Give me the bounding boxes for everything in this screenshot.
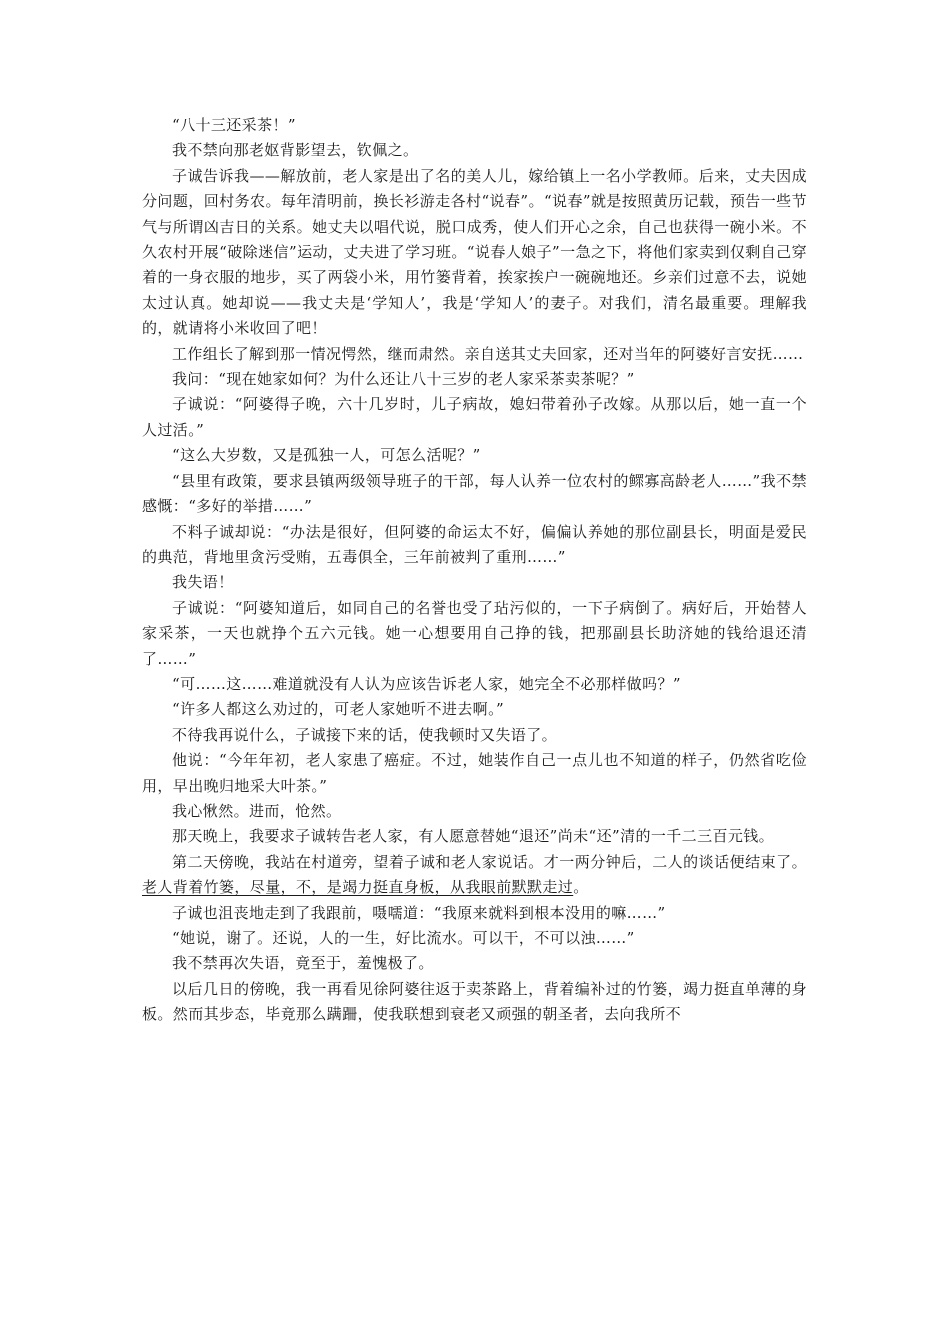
paragraph: 那天晚上，我要求子诚转告老人家，有人愿意替她“退还”尚未“还”清的一千二三百元钱。 [172,827,775,846]
underlined-paragraph [142,850,807,901]
paragraph: “许多人都这么劝过的，可老人家她听不进去啊。” [172,700,505,719]
paragraph: 不料子诚却说：“办法是很好，但阿婆的命运太不好，偏偏认养她的那位副县长，明面是爱民的典范，背地里贪污受贿，五毒俱全，三年前被判了重刑……” [142,522,807,566]
paragraph: “可……这……难道就没有人认为应该告诉老人家，她完全不必那样做吗？” [172,674,681,693]
paragraph: 我不禁向那老妪背影望去，钦佩之。 [172,141,419,160]
paragraph: 子诚也沮丧地走到了我跟前，嗫嚅道：“我原来就料到根本没用的嘛……” [172,903,666,922]
paragraph: 他说：“今年年初，老人家患了癌症。不过，她装作自己一点儿也不知道的样子，仍然省吃俭用，早出晚归地采大叶茶。” [142,751,807,795]
paragraph: 我失语！ [172,573,234,592]
paragraph: 不待我再说什么，子诚接下来的话，使我顿时又失语了。 [172,725,558,744]
paragraph-text: 。 [573,878,589,897]
paragraph: 子诚说：“阿婆得子晚，六十几岁时，儿子病故，媳妇带着孙子改嫁。从那以后，她一直一个人过活。” [142,395,807,439]
paragraph: 我问：“现在她家如何？为什么还让八十三岁的老人家采茶卖茶呢？” [172,370,635,389]
paragraph: “她说，谢了。还说，人的一生，好比流水。可以干，不可以浊……” [172,929,635,947]
paragraph: 我不禁再次失语，竟至于，羞愧极了。 [172,954,434,973]
paragraph: 子诚告诉我——解放前，老人家是出了名的美人儿，嫁给镇上一名小学教师。后来，丈夫因成分问题，回村务农。每年清明前，换长衫游走各村“说春”。“说春”就是按照黄历记载，预告一些节气与所谓凶吉日的关系。她丈夫以唱代说，脱口成秀，使人们开心之余，自己也获得一碗小米。不久农村开展“破除迷信”运动，丈夫进了学习班。“说春人娘子”一急之下，将他们家卖到仅剩自己穿着的一身衣服的地步，买了两袋小米，用竹篓背着，挨家挨户一碗碗地还。乡亲们过意不去，说她太过认真。她却说——我丈夫是‘学知人’，我是‘学知人’的妻子。对我们，清名最重要。理解我的，就请将小米收回了吧！ [142,166,807,338]
paragraph-text: 第二天傍晚，我站在村道旁，望着子诚和老人家说话。才一两分钟后，二人的谈话便结束了。 [172,852,807,871]
article-body [142,113,807,1028]
paragraph: “八十三还采茶！” [172,116,296,134]
paragraph: 以后几日的傍晚，我一再看见徐阿婆往返于卖茶路上，背着编补过的竹篓，竭力挺直单薄的身板。然而其步态，毕竟那么蹒跚，使我联想到衰老又顽强的朝圣者，去向我所不 [142,979,807,1024]
paragraph: “县里有政策，要求县镇两级领导班子的干部，每人认养一位农村的鳏寡高龄老人……”我不禁感慨：“多好的举措……” [142,471,807,516]
paragraph: “这么大岁数，又是孤独一人，可怎么活呢？” [172,446,481,465]
paragraph: 工作组长了解到那一情况愕然，继而肃然。亲自送其丈夫回家，还对当年的阿婆好言安抚…… [172,344,804,363]
underlined-sentence: 老人背着竹篓，尽量，不，是竭力挺直身板，从我眼前默默走过 [142,878,574,897]
paragraph: 子诚说：“阿婆知道后，如同自己的名誉也受了玷污似的，一下子病倒了。病好后，开始替人家采茶，一天也就挣个五六元钱。她一心想要用自己挣的钱，把那副县长助济她的钱给退还清了……” [142,598,807,668]
paragraph: 我心愀然。进而，怆然。 [172,801,342,820]
